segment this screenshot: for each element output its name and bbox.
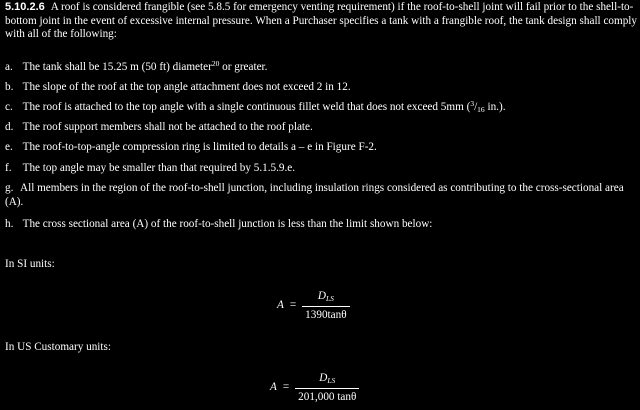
list-item-text: The roof support members shall not be attached to the roof plate. [22, 121, 313, 133]
list-item-label: e. [5, 141, 13, 153]
list-item-a [5, 61, 635, 75]
fraction-denominator: 16 [477, 105, 485, 114]
list-item-label: f. [5, 162, 12, 174]
si-units-label: In SI units: [5, 258, 55, 270]
section-number: 5.10.2.6 [5, 1, 45, 13]
numerator-subscript: LS [327, 376, 336, 385]
list-item-text: The top angle may be smaller than that required by 5.1.5.9.e. [22, 162, 296, 174]
numerator-subscript: LS [325, 294, 334, 303]
numerator-base: D [319, 372, 328, 384]
list-item-label: h. [5, 218, 14, 230]
equation-numerator [317, 372, 337, 388]
list-item-text: The roof is attached to the top angle with a single continuous fillet weld that does not exceed 5mm ( [22, 101, 471, 113]
list-item-label: d. [5, 121, 14, 133]
numerator-base: D [317, 290, 326, 302]
list-item-text-end: or greater. [219, 61, 268, 73]
list-item-h [5, 218, 635, 232]
list-item-text: The slope of the roof at the top angle attachment does not exceed 2 in 12. [22, 81, 351, 93]
list-item-text: The roof-to-top-angle compression ring is limited to details a – e in Figure F-2. [22, 141, 377, 153]
list-item-label: b. [5, 81, 14, 93]
list-item-text: The tank shall be 15.25 m (50 ft) diameter [22, 61, 212, 73]
list-item-label: c. [5, 101, 13, 113]
equation-equals: = [289, 299, 297, 312]
list-item-g [5, 182, 635, 209]
equation-fraction [302, 290, 349, 322]
list-item-label: a. [5, 61, 13, 73]
list-item-b [5, 81, 635, 95]
equation-lhs: A [277, 299, 284, 312]
us-units-label: In US Customary units: [5, 341, 111, 353]
equation-denominator: 1390tanθ [302, 306, 349, 323]
list-item-e [5, 141, 635, 155]
equation-denominator: 201,000 tanθ [295, 388, 359, 405]
list-item-text-end: in.). [484, 101, 506, 113]
si-equation [277, 290, 350, 322]
list-item-text: The cross sectional area (A) of the roof-to-shell junction is less than the limit shown below: [22, 218, 433, 230]
equation-numerator [316, 290, 336, 306]
footnote-ref: 20 [211, 59, 220, 68]
list-item-label: g. [5, 182, 14, 194]
equation-fraction [295, 372, 359, 404]
equation-equals: = [282, 381, 290, 394]
section-intro-text: A roof is considered frangible (see 5.8.5 for emergency venting requirement) if the roof-to-shell joint will fail prior to the shell-to-bottom joint in the event of excessive internal pressure. When a Purchaser specifies a tank with a frangible roof, the tank design shall comply with all of the following: [5, 1, 638, 40]
section-paragraph [5, 1, 637, 42]
list-item-d [5, 121, 635, 135]
list-item-c: c. The roof is attached to the top angle with a single continuous fillet weld that does not exceed 5mm ($^3/_{16}$ in.). [5, 99, 506, 114]
list-item-f [5, 162, 635, 176]
fraction-numerator: 3 [470, 99, 475, 108]
list-item-text: All members in the region of the roof-to-shell junction, including insulation rings considered as contributing to the cross-sectional area (A). [5, 182, 624, 208]
equation-lhs: A [270, 381, 277, 394]
us-equation [270, 372, 359, 404]
